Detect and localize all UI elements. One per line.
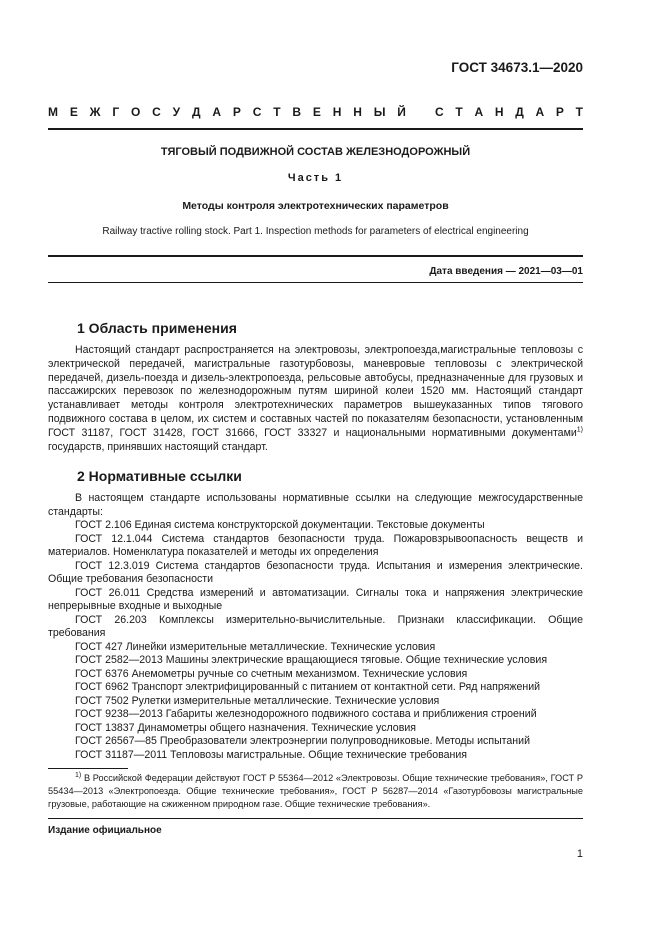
standard-subtitle: Методы контроля электротехнических параметров [182, 200, 449, 212]
official-edition-label: Издание официальное [48, 825, 162, 836]
title-rule [48, 255, 583, 257]
reference-item: ГОСТ 12.1.044 Система стандартов безопасности труда. Пожаровзрывоопасность веществ и материалов. Номенклатура показателей и методы их определения [48, 532, 583, 558]
banner-letter: Е [69, 105, 78, 119]
reference-item: ГОСТ 6962 Транспорт электрифицированный с питанием от контактной сети. Ряд напряжений [75, 681, 541, 693]
banner-letter: Т [575, 105, 583, 119]
banner-letter: О [131, 105, 141, 119]
footnote-rule [48, 768, 128, 769]
banner-letter: С [252, 105, 262, 119]
reference-item: ГОСТ 6376 Анемометры ручные со счетным механизмом. Технические условия [75, 667, 468, 680]
reference-item: ГОСТ 26.203 Комплексы измерительно-вычислительные. Признаки классификации. Общие требования [48, 613, 583, 639]
banner-letter: Р [232, 105, 241, 119]
footnote-text: В Российской Федерации действуют ГОСТ Р 55364—2012 «Электровозы. Общие технические требования», ГОСТ Р 55434—2013 «Электропоезда. Общие технические требования», ГОСТ Р 56287—2014 «Газотурбовозы магистральные грузовые, работающие на сжиженном природном газе. Общие технические требования». [48, 773, 583, 809]
banner-letter: Ы [373, 105, 386, 119]
reference-item: ГОСТ 26567—85 Преобразователи электроэнергии полупроводниковые. Методы испытаний [75, 735, 530, 747]
document-code: ГОСТ 34673.1—2020 [451, 60, 583, 75]
scope-paragraph-end: государств, принявших настоящий стандарт. [48, 440, 268, 453]
banner-letter: Е [312, 105, 321, 119]
interstate-word [48, 105, 406, 119]
banner-letter: Т [273, 105, 281, 119]
normative-references [48, 492, 583, 762]
interstate-standard-banner [48, 105, 583, 119]
reference-item: ГОСТ 427 Линейки измерительные металлические. Технические условия [75, 640, 436, 653]
banner-letter: Г [112, 105, 120, 119]
reference-item: ГОСТ 7502 Рулетки измерительные металлические. Технические условия [75, 694, 440, 707]
banner-letter: Н [353, 105, 362, 119]
footnote [48, 772, 583, 810]
banner-letter: М [48, 105, 58, 119]
section-1-text [48, 344, 583, 454]
section-1-heading: 1 Область применения [77, 320, 237, 336]
banner-letter: А [212, 105, 222, 119]
reference-item: ГОСТ 2582—2013 Машины электрические вращающиеся тяговые. Общие технические условия [75, 654, 548, 666]
banner-letter: Д [515, 105, 524, 119]
page-number: 1 [576, 848, 583, 860]
reference-item: ГОСТ 9238—2013 Габариты железнодорожного подвижного состава и приближения строений [75, 708, 537, 720]
banner-letter: В [292, 105, 302, 119]
banner-letter: Д [191, 105, 201, 119]
date-rule [48, 282, 583, 283]
top-rule [48, 128, 583, 130]
standard-title: ТЯГОВЫЙ ПОДВИЖНОЙ СОСТАВ ЖЕЛЕЗНОДОРОЖНЫЙ [160, 146, 471, 158]
banner-letter: Й [397, 105, 406, 119]
banner-letter: С [152, 105, 161, 119]
banner-letter: Т [455, 105, 463, 119]
reference-item: ГОСТ 13837 Динамометры общего назначения. Технические условия [75, 721, 416, 734]
banner-letter: А [535, 105, 545, 119]
scope-paragraph: Настоящий стандарт распространяется на электровозы, электропоезда,магистральные тепловозы с электрической передачей, магистральные газотурбовозы, маневровые тепловозы с электрической передачей, дизель-поезда и дизель-электропоезда, рельсовые автобусы, предназначенные для грузовых и пассажирских перевозок по железнодорожным путям шириной колеи 1520 мм. Настоящий стандарт устанавливает методы контроля электротехнических параметров вышеуказанных типов тягового подвижного состава в целом, их систем и составных частей по показателям безопасности, установленным ГОСТ 31187, ГОСТ 31428, ГОСТ 31666, ГОСТ 33327 и национальными нормативными документами [48, 344, 583, 439]
reference-item: ГОСТ 2.106 Единая система конструкторской документации. Текстовые документы [75, 519, 485, 531]
reference-item: ГОСТ 26.011 Средства измерений и автоматизации. Сигналы тока и напряжения электрические непрерывные входные и выходные [48, 586, 583, 612]
reference-item: ГОСТ 12.3.019 Система стандартов безопасности труда. Испытания и измерения электрические. Общие требования безопасности [48, 559, 583, 585]
footnote-mark: 1) [75, 771, 82, 779]
english-title: Railway tractive rolling stock. Part 1. Inspection methods for parameters of electrical engineering [102, 226, 529, 237]
references-intro: В настоящем стандарте использованы нормативные ссылки на следующие межгосударственные стандарты: [48, 492, 583, 518]
banner-letter: Н [494, 105, 504, 119]
reference-item: ГОСТ 31187—2011 Тепловозы магистральные. Общие технические требования [75, 748, 468, 761]
banner-letter: Н [332, 105, 342, 119]
banner-letter: Ж [89, 105, 101, 119]
banner-letter: С [435, 105, 444, 119]
introduction-date: Дата введения — 2021—03—01 [429, 266, 583, 277]
banner-letter: А [474, 105, 484, 119]
banner-letter: Р [555, 105, 564, 119]
part-label: Часть 1 [287, 172, 344, 184]
section-2-heading: 2 Нормативные ссылки [77, 468, 242, 484]
standard-word [435, 105, 583, 119]
banner-letter: У [172, 105, 181, 119]
reference-list [48, 519, 583, 762]
footnote-reference: 1) [576, 426, 583, 434]
edition-rule [48, 818, 583, 819]
